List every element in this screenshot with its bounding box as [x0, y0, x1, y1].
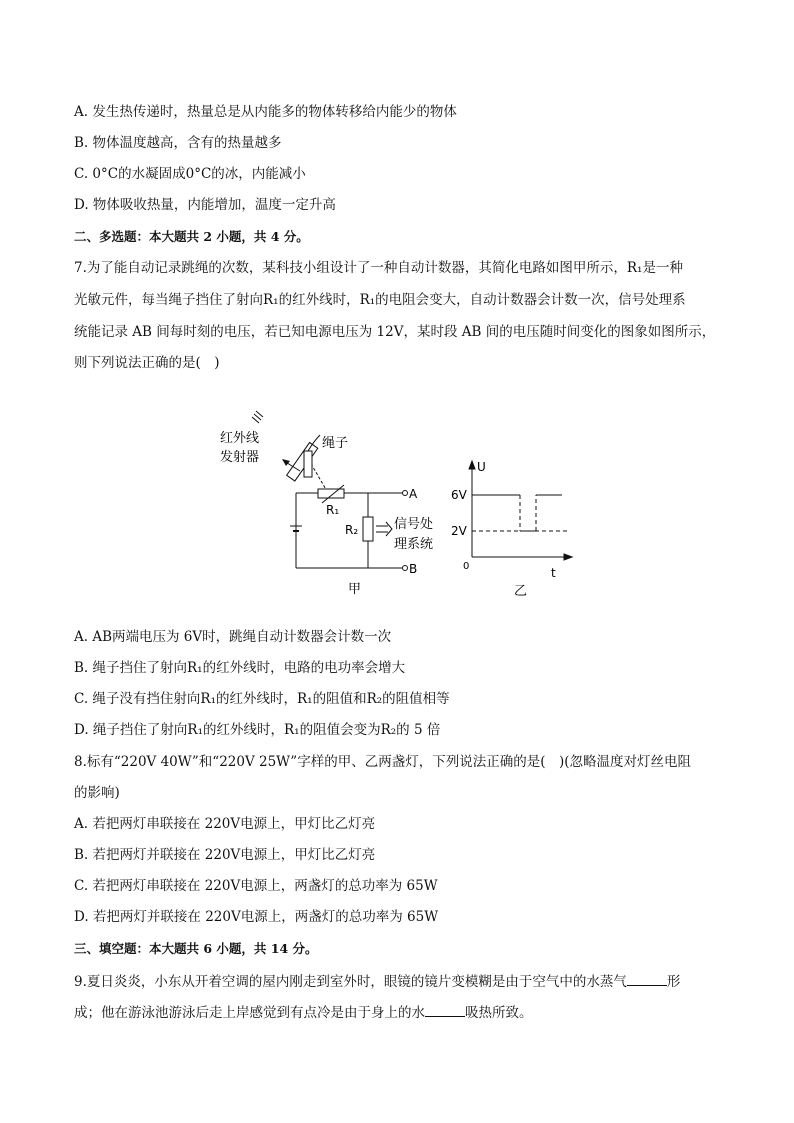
q6-option-d: D. 物体吸收热量，内能增加，温度一定升高 [74, 197, 336, 213]
q9-line-2-text: 成；他在游泳池游泳后走上岸感觉到有点冷是由于身上的水 [74, 1005, 425, 1021]
q8-option-d: D. 若把两灯并联接在 220V电源上，两盏灯的总功率为 65W [74, 909, 439, 925]
q7-option-b: B. 绳子挡住了射向R₁的红外线时，电路的电功率会增大 [74, 660, 406, 676]
q6-option-a: A. 发生热传递时，热量总是从内能多的物体转移给内能少的物体 [74, 104, 457, 120]
figure-caption-left: 甲 [348, 582, 362, 597]
axis-u-label: U [477, 460, 486, 474]
rope-icon [304, 451, 312, 477]
section-multiple-choice-heading: 二、多选题：本大题共 2 小题，共 4 分。 [74, 229, 309, 244]
terminal-b-label: B [409, 562, 418, 576]
emitter-label-line-2: 发射器 [220, 450, 260, 465]
r1-label: R₁ [326, 503, 340, 517]
tick-6v-label: 6V [451, 488, 467, 502]
signal-system-label-line-2: 理系统 [394, 537, 434, 552]
q7-option-a: A. AB两端电压为 6V时，跳绳自动计数器会计数一次 [74, 629, 392, 645]
q7-option-d: D. 绳子挡住了射向R₁的红外线时，R₁的阻值会变为R₂的 5 倍 [74, 722, 441, 738]
r2-label: R₂ [345, 523, 359, 537]
terminal-a-label: A [409, 487, 418, 501]
q6-option-c: C. 0°C的水凝固成0°C的冰，内能减小 [74, 166, 306, 182]
rope-label: 绳子 [322, 436, 349, 451]
section-fill-in-heading: 三、填空题：本大题共 6 小题，共 14 分。 [74, 941, 318, 956]
q7-stem-line-2: 光敏元件，每当绳子挡住了射向R₁的红外线时，R₁的电阻会变大，自动计数器会计数一次，信号处理系 [74, 292, 686, 308]
q9-blank-1[interactable] [627, 971, 667, 986]
q8-option-a: A. 若把两灯串联接在 220V电源上，甲灯比乙灯亮 [74, 816, 376, 832]
q9-line-1-tail: 形 [666, 974, 681, 990]
axis-t-label: t [551, 566, 556, 580]
q9-line-2 [74, 1002, 533, 1023]
q8-option-c: C. 若把两灯串联接在 220V电源上，两盏灯的总功率为 65W [74, 878, 438, 894]
q9-blank-2[interactable] [425, 1002, 465, 1017]
q7-figure [210, 405, 580, 600]
q8-stem-line-1: 8.标有“220V 40W”和“220V 25W”字样的甲、乙两盏灯，下列说法正确的是( )(忽略温度对灯丝电阻 [74, 754, 692, 770]
q7-option-c: C. 绳子没有挡住射向R₁的红外线时，R₁的阻值和R₂的阻值相等 [74, 691, 450, 707]
emitter-label-line-1: 红外线 [220, 431, 260, 446]
q7-stem-line-4: 则下列说法正确的是( ) [74, 355, 220, 371]
q9-line-1-text: 9.夏日炎炎，小东从开着空调的屋内刚走到室外时，眼镜的镜片变模糊是由于空气中的水蒸气 [74, 974, 627, 990]
tick-2v-label: 2V [451, 524, 467, 538]
axis-origin-label: 0 [463, 561, 470, 572]
voltage-time-graph [469, 461, 572, 560]
q7-stem-line-3: 统能记录 AB 间每时刻的电压，若已知电源电压为 12V，某时段 AB 间的电压随时间变化的图象如图所示， [74, 324, 716, 340]
signal-system-label-line-1: 信号处 [394, 517, 434, 532]
q8-option-b: B. 若把两灯并联接在 220V电源上，甲灯比乙灯亮 [74, 847, 376, 863]
q8-stem-line-2: 的影响) [74, 785, 120, 801]
q9-line-1 [74, 971, 680, 992]
q7-stem-line-1: 7.为了能自动记录跳绳的次数，某科技小组设计了一种自动计数器，其简化电路如图甲所示，R₁是一种 [74, 260, 683, 276]
q6-option-b: B. 物体温度越高，含有的热量越多 [74, 135, 282, 151]
figure-caption-right: 乙 [514, 584, 528, 599]
q9-line-2-tail: 吸热所致。 [465, 1005, 533, 1021]
